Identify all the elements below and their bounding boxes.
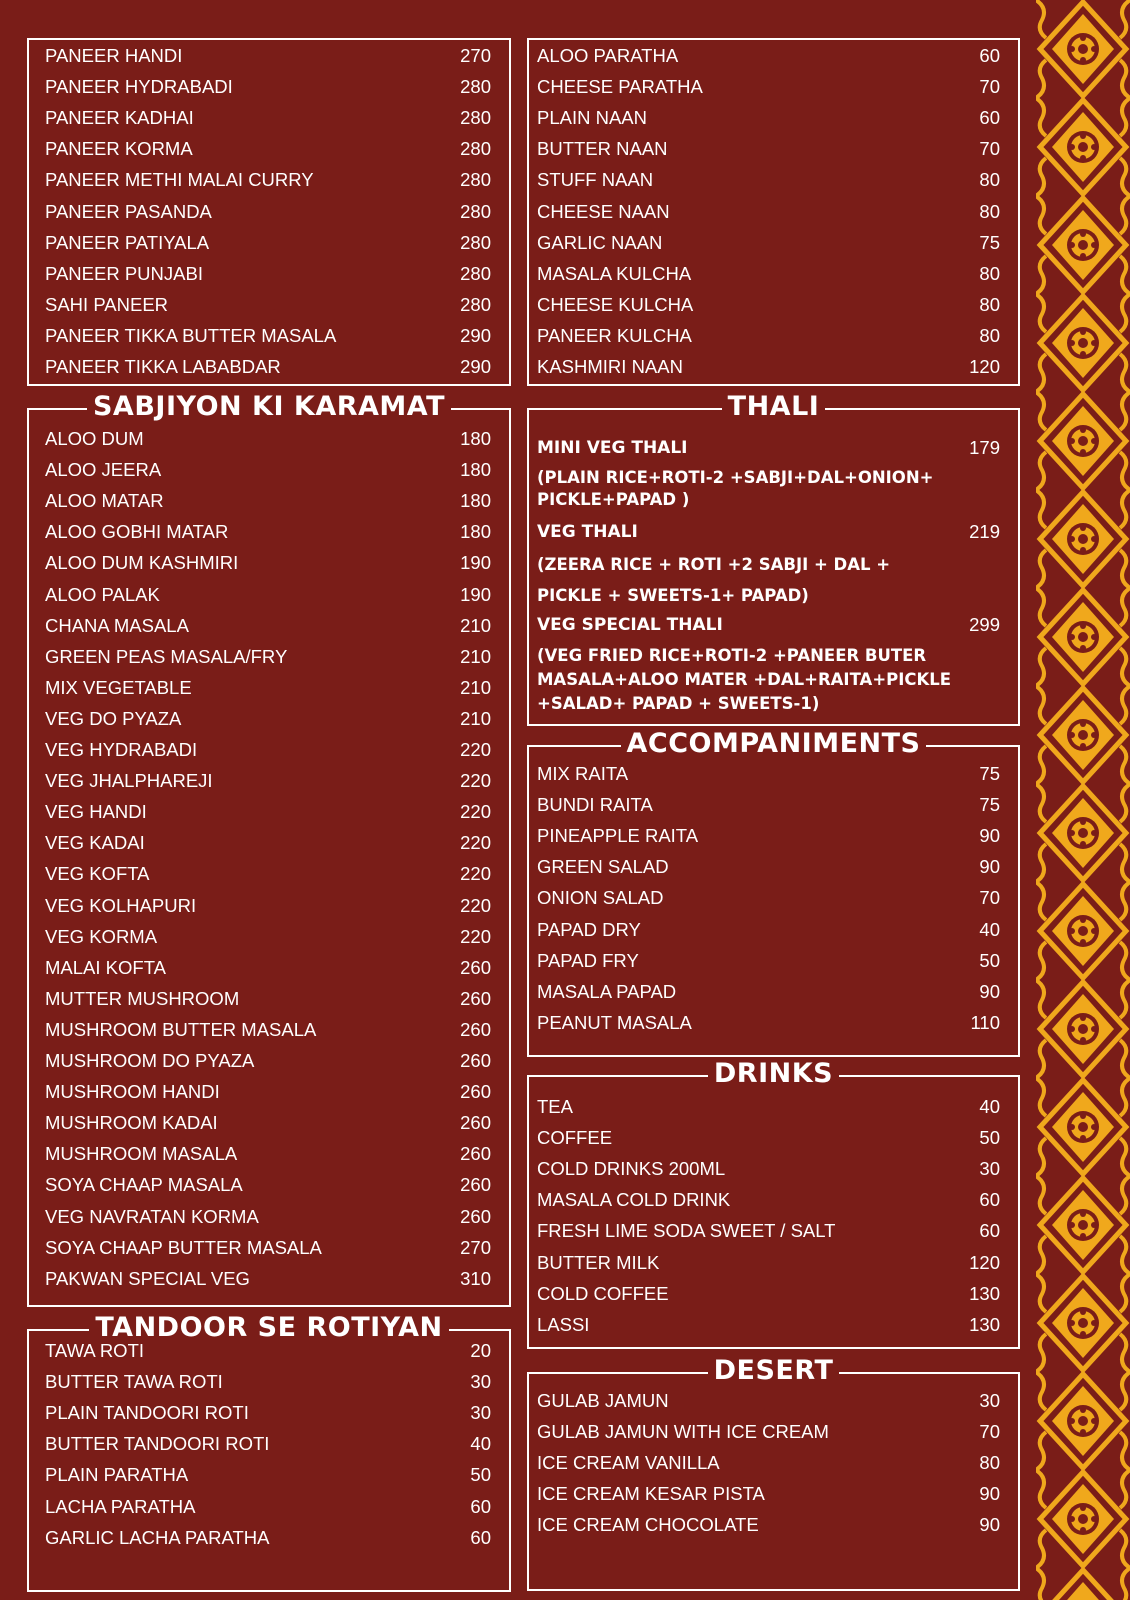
item-price: 40 — [979, 918, 1000, 940]
item-name: ALOO DUM — [45, 428, 144, 449]
item-name: ALOO MATAR — [45, 490, 164, 512]
item-name: MASALA PAPAD — [537, 980, 677, 1002]
menu-item — [45, 1108, 491, 1138]
item-price: 90 — [979, 825, 1000, 847]
item-price: 260 — [460, 1205, 491, 1227]
item-price: 70 — [979, 76, 1000, 98]
item-price: 220 — [460, 801, 491, 823]
item-price: 75 — [979, 763, 1000, 784]
menu-item — [45, 1336, 491, 1366]
item-price: 120 — [969, 356, 1000, 377]
menu-item — [45, 424, 491, 454]
item-price: 130 — [969, 1313, 1000, 1335]
section-title: SABJIYON KI KARAMAT — [29, 390, 509, 424]
item-name: CHEESE PARATHA — [537, 76, 703, 98]
item-description: (ZEERA RICE + ROTI +2 SABJI + DAL + PICKLE + SWEETS-1+ PAPAD) — [537, 555, 891, 605]
item-price: 220 — [460, 739, 491, 760]
item-price: 210 — [460, 614, 491, 636]
item-price: 260 — [460, 1081, 491, 1103]
menu-item — [45, 797, 491, 827]
item-name: CHEESE NAAN — [537, 200, 670, 222]
item-price: 280 — [460, 262, 491, 284]
item-price: 220 — [460, 832, 491, 854]
item-price: 50 — [979, 949, 1000, 971]
item-name: VEG KOLHAPURI — [45, 894, 197, 916]
menu-item — [45, 1046, 491, 1076]
drinks-section — [527, 1058, 1020, 1349]
item-name: VEG NAVRATAN KORMA — [45, 1205, 259, 1227]
menu-item — [45, 859, 491, 889]
item-price: 120 — [969, 1251, 1000, 1273]
item-name: PLAIN PARATHA — [45, 1464, 189, 1486]
item-price: 80 — [979, 293, 1000, 315]
item-price: 90 — [979, 856, 1000, 878]
menu-item — [537, 1479, 1000, 1509]
item-price: 180 — [460, 428, 491, 449]
item-name: PLAIN NAAN — [537, 107, 648, 129]
menu-item — [537, 852, 1000, 882]
item-name: GREEN PEAS MASALA/FRY — [45, 645, 288, 667]
menu-item — [537, 1154, 1000, 1184]
item-price: 299 — [969, 614, 1000, 635]
item-price: 80 — [979, 169, 1000, 191]
item-price: 280 — [460, 107, 491, 129]
menu-item — [537, 1417, 1000, 1447]
item-price: 30 — [979, 1158, 1000, 1180]
menu-item — [45, 580, 491, 610]
menu-item — [45, 1077, 491, 1107]
menu-item — [537, 41, 1000, 71]
menu-item — [537, 1448, 1000, 1478]
section-title: DESERT — [529, 1354, 1018, 1388]
item-price: 30 — [470, 1371, 491, 1393]
item-price: 220 — [460, 770, 491, 792]
item-name: PAPAD DRY — [537, 918, 641, 940]
item-name: ONION SALAD — [537, 887, 664, 909]
item-name: PLAIN TANDOORI ROTI — [45, 1402, 249, 1424]
menu-item — [45, 259, 491, 289]
item-price: 280 — [460, 200, 491, 222]
item-price: 310 — [460, 1267, 491, 1289]
item-price: 90 — [979, 1483, 1000, 1505]
menu-item — [537, 1310, 1000, 1340]
menu-item — [45, 953, 491, 983]
item-price: 219 — [969, 521, 1000, 542]
item-price: 60 — [470, 1526, 491, 1548]
menu-item — [537, 433, 1000, 463]
item-name: ICE CREAM CHOCOLATE — [537, 1514, 759, 1536]
menu-item — [45, 548, 491, 578]
item-name: PANEER HYDRABADI — [45, 76, 233, 98]
menu-item — [45, 352, 491, 382]
menu-item — [45, 1429, 491, 1459]
desert-section — [527, 1355, 1020, 1591]
menu-item — [45, 72, 491, 102]
item-name: GREEN SALAD — [537, 856, 669, 878]
item-name: VEG JHALPHAREJI — [45, 770, 213, 792]
item-price: 80 — [979, 200, 1000, 222]
item-price: 60 — [979, 1220, 1000, 1242]
breads-section — [527, 38, 1020, 386]
item-name: PINEAPPLE RAITA — [537, 825, 699, 847]
item-name: VEG HYDRABADI — [45, 739, 198, 760]
item-name: PANEER HANDI — [45, 45, 183, 66]
item-price: 130 — [969, 1282, 1000, 1304]
item-price: 40 — [470, 1433, 491, 1455]
menu-item — [537, 1185, 1000, 1215]
item-name: VEG SPECIAL THALI — [537, 615, 723, 635]
item-description: (PLAIN RICE+ROTI-2 +SABJI+DAL+ONION+ PICKLE+PAPAD ) — [537, 468, 934, 509]
item-name: ALOO PARATHA — [537, 45, 679, 66]
paneer-section — [27, 38, 511, 386]
item-name: LASSI — [537, 1313, 590, 1335]
item-price: 260 — [460, 1018, 491, 1040]
item-price: 75 — [979, 231, 1000, 253]
item-name: FRESH LIME SODA SWEET / SALT — [537, 1220, 836, 1242]
item-name: MUSHROOM KADAI — [45, 1112, 218, 1134]
menu-item — [537, 759, 1000, 789]
menu-item — [45, 922, 491, 952]
item-name: PANEER PASANDA — [45, 200, 212, 222]
item-price: 270 — [460, 45, 491, 66]
item-name: MINI VEG THALI — [537, 438, 688, 458]
menu-item — [537, 977, 1000, 1007]
menu-item — [45, 134, 491, 164]
item-name: PANEER KADHAI — [45, 107, 194, 129]
menu-item — [537, 1248, 1000, 1278]
item-name: PANEER KULCHA — [537, 324, 692, 346]
menu-item — [45, 1523, 491, 1553]
item-name: TEA — [537, 1096, 573, 1117]
menu-item — [45, 1264, 491, 1294]
menu-item — [537, 790, 1000, 820]
menu-item — [45, 984, 491, 1014]
menu-item — [45, 517, 491, 547]
item-name: MASALA COLD DRINK — [537, 1189, 731, 1211]
item-price: 210 — [460, 676, 491, 698]
item-name: COFFEE — [537, 1127, 613, 1149]
menu-item — [537, 1123, 1000, 1153]
menu-item — [45, 1233, 491, 1263]
floral-lattice-border-icon — [1036, 0, 1130, 1600]
item-name: VEG KOFTA — [45, 863, 150, 885]
sabjiyon-section — [27, 391, 511, 1307]
item-name: BUTTER NAAN — [537, 138, 668, 160]
menu-item — [537, 1510, 1000, 1540]
item-name: PEANUT MASALA — [537, 1011, 692, 1033]
item-name: BUTTER TAWA ROTI — [45, 1371, 223, 1393]
item-price: 260 — [460, 956, 491, 978]
menu-item — [45, 611, 491, 641]
item-price: 190 — [460, 583, 491, 605]
item-name: GULAB JAMUN — [537, 1390, 669, 1411]
item-name: STUFF NAAN — [537, 169, 654, 191]
item-name: GULAB JAMUN WITH ICE CREAM — [537, 1421, 829, 1443]
item-price: 70 — [979, 138, 1000, 160]
item-name: ALOO GOBHI MATAR — [45, 521, 229, 543]
menu-item — [537, 1216, 1000, 1246]
item-name: PANEER PUNJABI — [45, 262, 203, 284]
item-name: BUNDI RAITA — [537, 794, 653, 816]
menu-item — [537, 72, 1000, 102]
item-price: 75 — [979, 794, 1000, 816]
item-name: LACHA PARATHA — [45, 1495, 196, 1517]
item-price: 210 — [460, 645, 491, 667]
menu-item — [537, 228, 1000, 258]
menu-item — [45, 103, 491, 133]
item-price: 30 — [470, 1402, 491, 1424]
item-name: SAHI PANEER — [45, 293, 169, 315]
menu-item — [45, 197, 491, 227]
menu-item — [45, 673, 491, 703]
tandoor-section — [27, 1312, 511, 1592]
item-price: 260 — [460, 1174, 491, 1196]
menu-item — [45, 1015, 491, 1045]
item-price: 30 — [979, 1390, 1000, 1411]
item-price: 60 — [979, 45, 1000, 66]
item-name: PANEER TIKKA LABABDAR — [45, 356, 281, 377]
item-price: 210 — [460, 707, 491, 729]
item-price: 270 — [460, 1236, 491, 1258]
menu-item — [45, 321, 491, 351]
menu-item — [45, 1170, 491, 1200]
menu-item — [45, 228, 491, 258]
menu-item — [45, 735, 491, 765]
menu-item — [45, 1398, 491, 1428]
item-name: MUSHROOM DO PYAZA — [45, 1050, 255, 1071]
item-price: 260 — [460, 1050, 491, 1071]
item-price: 280 — [460, 138, 491, 160]
item-name: BUTTER MILK — [537, 1251, 660, 1273]
item-price: 260 — [460, 1143, 491, 1165]
item-name: MASALA KULCHA — [537, 262, 692, 284]
item-price: 110 — [970, 1011, 1000, 1033]
menu-item — [45, 642, 491, 672]
item-price: 290 — [460, 324, 491, 346]
menu-item — [45, 41, 491, 71]
menu-item — [537, 1008, 1000, 1038]
menu-item — [537, 1092, 1000, 1122]
menu-item — [45, 455, 491, 485]
item-price: 180 — [460, 521, 491, 543]
item-name: MUSHROOM HANDI — [45, 1081, 220, 1103]
menu-item — [45, 1460, 491, 1490]
item-price: 290 — [460, 356, 491, 377]
menu-item — [45, 704, 491, 734]
item-name: CHEESE KULCHA — [537, 293, 694, 315]
item-name: ALOO DUM KASHMIRI — [45, 552, 239, 574]
menu-item — [45, 1139, 491, 1169]
item-name: VEG THALI — [537, 522, 638, 542]
menu-item — [537, 821, 1000, 851]
menu-item — [537, 915, 1000, 945]
item-price: 280 — [460, 293, 491, 315]
item-name: PANEER TIKKA BUTTER MASALA — [45, 324, 337, 346]
section-title: TANDOOR SE ROTIYAN — [29, 1311, 509, 1345]
item-price: 60 — [979, 1189, 1000, 1211]
menu-item — [45, 165, 491, 195]
item-name: VEG DO PYAZA — [45, 707, 182, 729]
item-name: GARLIC NAAN — [537, 231, 663, 253]
item-price: 280 — [460, 76, 491, 98]
thali-section — [527, 391, 1020, 726]
item-price: 280 — [460, 169, 491, 191]
item-price: 50 — [470, 1464, 491, 1486]
item-name: CHANA MASALA — [45, 614, 189, 636]
item-name: ALOO PALAK — [45, 583, 160, 605]
menu-item — [537, 610, 1000, 640]
item-name: COLD DRINKS 200ML — [537, 1158, 726, 1180]
item-price: 90 — [979, 980, 1000, 1002]
accompaniments-section — [527, 728, 1020, 1057]
menu-item — [45, 766, 491, 796]
menu-item — [537, 259, 1000, 289]
item-name: SOYA CHAAP BUTTER MASALA — [45, 1236, 322, 1258]
menu-item — [537, 290, 1000, 320]
item-price: 60 — [470, 1495, 491, 1517]
item-name: MIX VEGETABLE — [45, 676, 192, 698]
section-title: THALI — [529, 390, 1018, 424]
item-price: 280 — [460, 231, 491, 253]
item-price: 70 — [979, 887, 1000, 909]
menu-item — [537, 321, 1000, 351]
menu-item — [537, 883, 1000, 913]
item-price: 220 — [460, 925, 491, 947]
item-name: PANEER KORMA — [45, 138, 193, 160]
item-price: 80 — [979, 262, 1000, 284]
menu-item — [537, 1279, 1000, 1309]
item-name: VEG KORMA — [45, 925, 158, 947]
menu-item — [45, 1367, 491, 1397]
menu-item — [45, 290, 491, 320]
menu-item — [537, 103, 1000, 133]
item-name: MUSHROOM MASALA — [45, 1143, 238, 1165]
item-name: VEG KADAI — [45, 832, 145, 854]
item-price: 70 — [979, 1421, 1000, 1443]
item-price: 50 — [979, 1127, 1000, 1149]
item-price: 80 — [979, 1452, 1000, 1474]
item-price: 180 — [460, 490, 491, 512]
item-name: KASHMIRI NAAN — [537, 356, 683, 377]
menu-item — [45, 486, 491, 516]
item-name: TAWA ROTI — [45, 1340, 145, 1361]
menu-item — [45, 1202, 491, 1232]
item-name: MUTTER MUSHROOM — [45, 987, 240, 1009]
menu-item — [45, 1492, 491, 1522]
item-name: PAPAD FRY — [537, 949, 639, 971]
item-price: 260 — [460, 1112, 491, 1134]
item-name: COLD COFFEE — [537, 1282, 669, 1304]
item-price: 180 — [460, 459, 491, 481]
menu-item — [537, 134, 1000, 164]
item-price: 190 — [460, 552, 491, 574]
item-price: 60 — [979, 107, 1000, 129]
item-name: MALAI KOFTA — [45, 956, 166, 978]
item-name: PANEER PATIYALA — [45, 231, 210, 253]
item-name: VEG HANDI — [45, 801, 147, 823]
item-name: BUTTER TANDOORI ROTI — [45, 1433, 270, 1455]
item-price: 220 — [460, 863, 491, 885]
menu-item — [537, 352, 1000, 382]
menu-item — [537, 197, 1000, 227]
item-name: SOYA CHAAP MASALA — [45, 1174, 243, 1196]
menu-item — [45, 828, 491, 858]
item-name: PAKWAN SPECIAL VEG — [45, 1267, 250, 1289]
item-name: ALOO JEERA — [45, 459, 162, 481]
item-price: 20 — [470, 1340, 491, 1361]
menu-item — [45, 891, 491, 921]
menu-item — [537, 946, 1000, 976]
section-title: ACCOMPANIMENTS — [529, 727, 1018, 761]
menu-item — [537, 165, 1000, 195]
item-description: (VEG FRIED RICE+ROTI-2 +PANEER BUTER MASALA+ALOO MATER +DAL+RAITA+PICKLE +SALAD+ PAPAD + SWEETS-1) — [537, 646, 952, 713]
menu-item — [537, 1386, 1000, 1416]
menu-item — [537, 517, 1000, 547]
item-name: ICE CREAM VANILLA — [537, 1452, 720, 1474]
item-price: 220 — [460, 894, 491, 916]
item-name: ICE CREAM KESAR PISTA — [537, 1483, 765, 1505]
item-name: MIX RAITA — [537, 763, 629, 784]
item-name: GARLIC LACHA PARATHA — [45, 1526, 270, 1548]
item-price: 260 — [460, 987, 491, 1009]
item-name: PANEER METHI MALAI CURRY — [45, 169, 314, 191]
item-price: 179 — [969, 437, 1000, 458]
item-name: MUSHROOM BUTTER MASALA — [45, 1018, 317, 1040]
item-price: 80 — [979, 324, 1000, 346]
item-price: 90 — [979, 1514, 1000, 1536]
item-price: 40 — [979, 1096, 1000, 1117]
section-title: DRINKS — [529, 1057, 1018, 1091]
